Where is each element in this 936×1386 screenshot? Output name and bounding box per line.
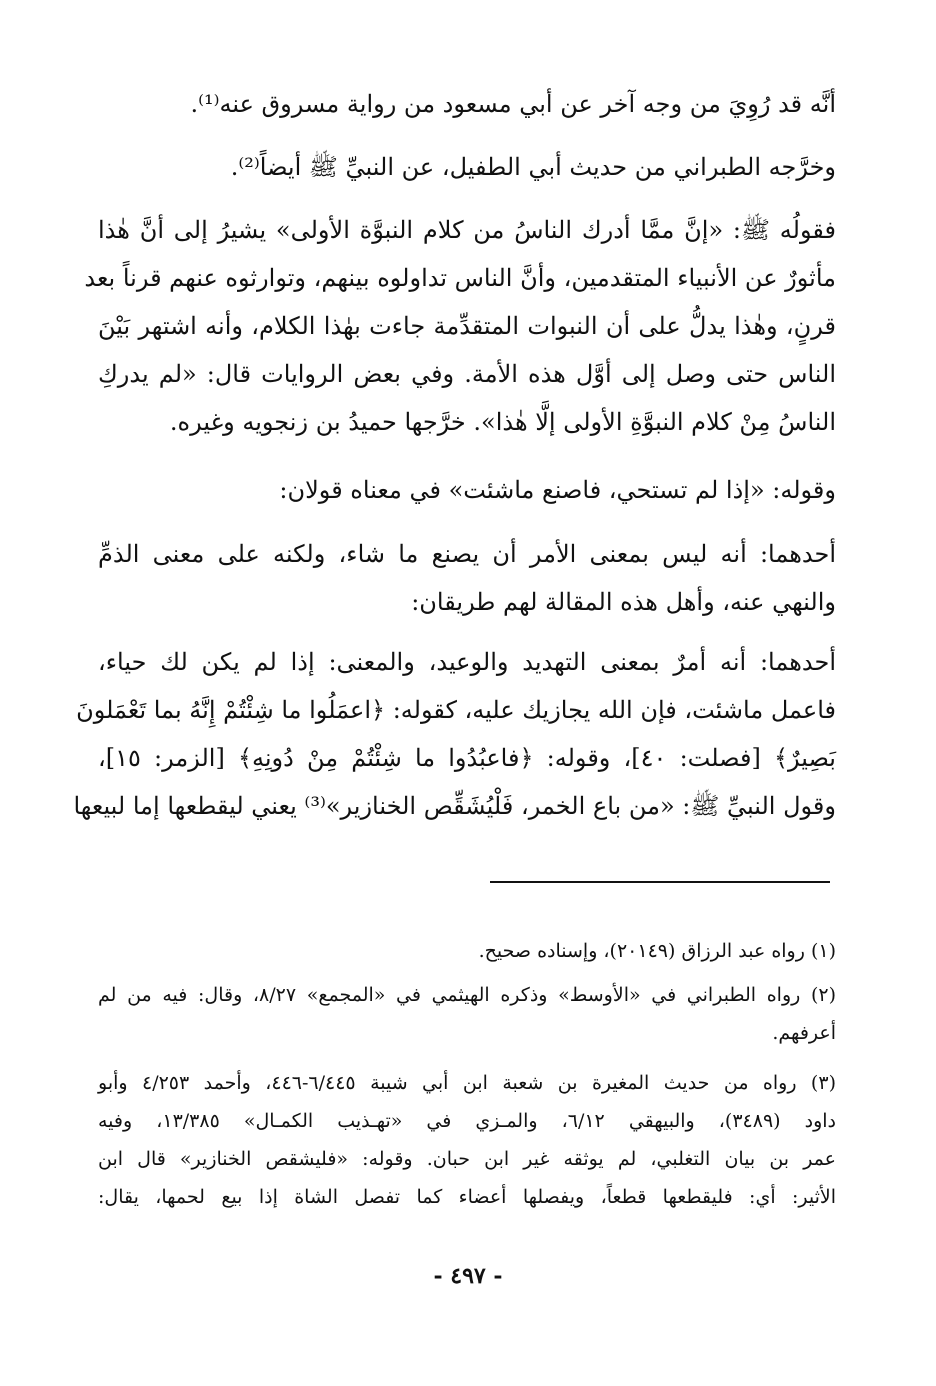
footnote-line: أعرفهم. — [772, 1022, 836, 1044]
paragraph-5 — [98, 530, 836, 626]
footnote-line: داود (٣٤٨٩)، والبيهقي ٦/١٢، والمـزي في «تهـذيب الكمـال» ١٣/٣٨٥، وفيه — [98, 1110, 836, 1132]
text-line: مأثورٌ عن الأنبياء المتقدمين، وأنَّ الناس تداولوه بينهم، وتوارثوه عنهم قرناً بعد — [84, 264, 836, 292]
text-line: الناسُ مِنْ كلام النبوَّةِ الأولى إلَّا هٰذا». خرَّجها حميدُ بن زنجويه وغيره. — [169, 408, 836, 436]
text-line: أحدهما: أنه ليس بمعنى الأمر أن يصنع ما شاء، ولكنه على معنى الذمِّ — [98, 540, 836, 568]
footnote-3 — [98, 1064, 836, 1216]
text-line: وقوله: «إذا لم تستحي، فاصنع ماشئت» في معناه قولان: — [279, 476, 836, 504]
text-line: وخرَّجه الطبراني من حديث أبي الطفيل، عن النبيِّ ﷺ أيضاً⁽²⁾. — [230, 153, 836, 181]
text-line: فاعمل ماشئت، فإن الله يجازيك عليه، كقوله: ﴿اعمَلُوا ما شِئْتُمْ إِنَّهُ بما تَعْمَلونَ — [76, 696, 836, 724]
footnote-line: (٣) رواه من حديث المغيرة بن شعبة ابن أبي شيبة ٦/٤٤٥-٤٤٦، وأحمد ٤/٢٥٣ وأبو — [98, 1072, 836, 1094]
text-line: والنهي عنه، وأهل هذه المقالة لهم طريقان: — [411, 588, 836, 616]
text-line: بَصِيرٌ﴾ [فصلت: ٤٠]، وقوله: ﴿فاعبُدُوا ما شِئْتُمْ مِنْ دُونِهِ﴾ [الزمر: ١٥]، — [98, 744, 836, 772]
text-line: فقولُه ﷺ: «إنَّ ممَّا أدرك الناسُ من كلام النبوَّة الأولى» يشيرُ إلى أنَّ هٰذا — [98, 216, 836, 244]
footnote-separator — [490, 881, 830, 883]
text-line: قرنٍ، وهٰذا يدلُّ على أن النبوات المتقدِّمة جاءت بهٰذا الكلام، وأنه اشتهر بَيْنَ — [98, 312, 836, 340]
paragraph-2 — [98, 143, 836, 191]
footnote-line: (٢) رواه الطبراني في «الأوسط» وذكره الهيثمي في «المجمع» ٨/٢٧، وقال: فيه من لم — [98, 984, 837, 1006]
paragraph-4 — [98, 466, 836, 514]
text-line: الناس حتى وصل إلى أوَّل هذه الأمة. وفي بعض الروايات قال: «لم يدركِ — [98, 360, 836, 388]
text-line: وقول النبيِّ ﷺ: «من باع الخمر، فَلْيُشَقِّص الخنازير»⁽³⁾ يعني ليقطعها إما لبيعها — [73, 792, 836, 820]
footnote-line: (١) رواه عبد الرزاق (٢٠١٤٩)، وإسناده صحيح. — [478, 940, 836, 962]
text-line: أحدهما: أنه أمرٌ بمعنى التهديد والوعيد، والمعنى: إذا لم يكن لك حياء، — [98, 648, 837, 676]
footnote-line: عمر بن بيان التغلبي، لم يوثقه غير ابن حبان. وقوله: «فليشقص الخنازير» قال ابن — [98, 1148, 836, 1170]
text-line: أنَّه قد رُوِيَ من وجه آخر عن أبي مسعود من رواية مسروق عنه⁽¹⁾. — [190, 90, 836, 118]
footnote-2 — [98, 976, 836, 1052]
paragraph-6 — [73, 638, 837, 830]
paragraph-3 — [84, 206, 836, 446]
footnote-line: الأثير: أي: فليقطعها قطعاً، ويفصلها أعضاء كما تفصل الشاة إذا بيع لحمها، يقال: — [98, 1186, 836, 1208]
paragraph-1 — [98, 80, 836, 128]
footnote-1 — [98, 932, 836, 970]
page-number: - ٤٩٧ - — [433, 1263, 503, 1289]
